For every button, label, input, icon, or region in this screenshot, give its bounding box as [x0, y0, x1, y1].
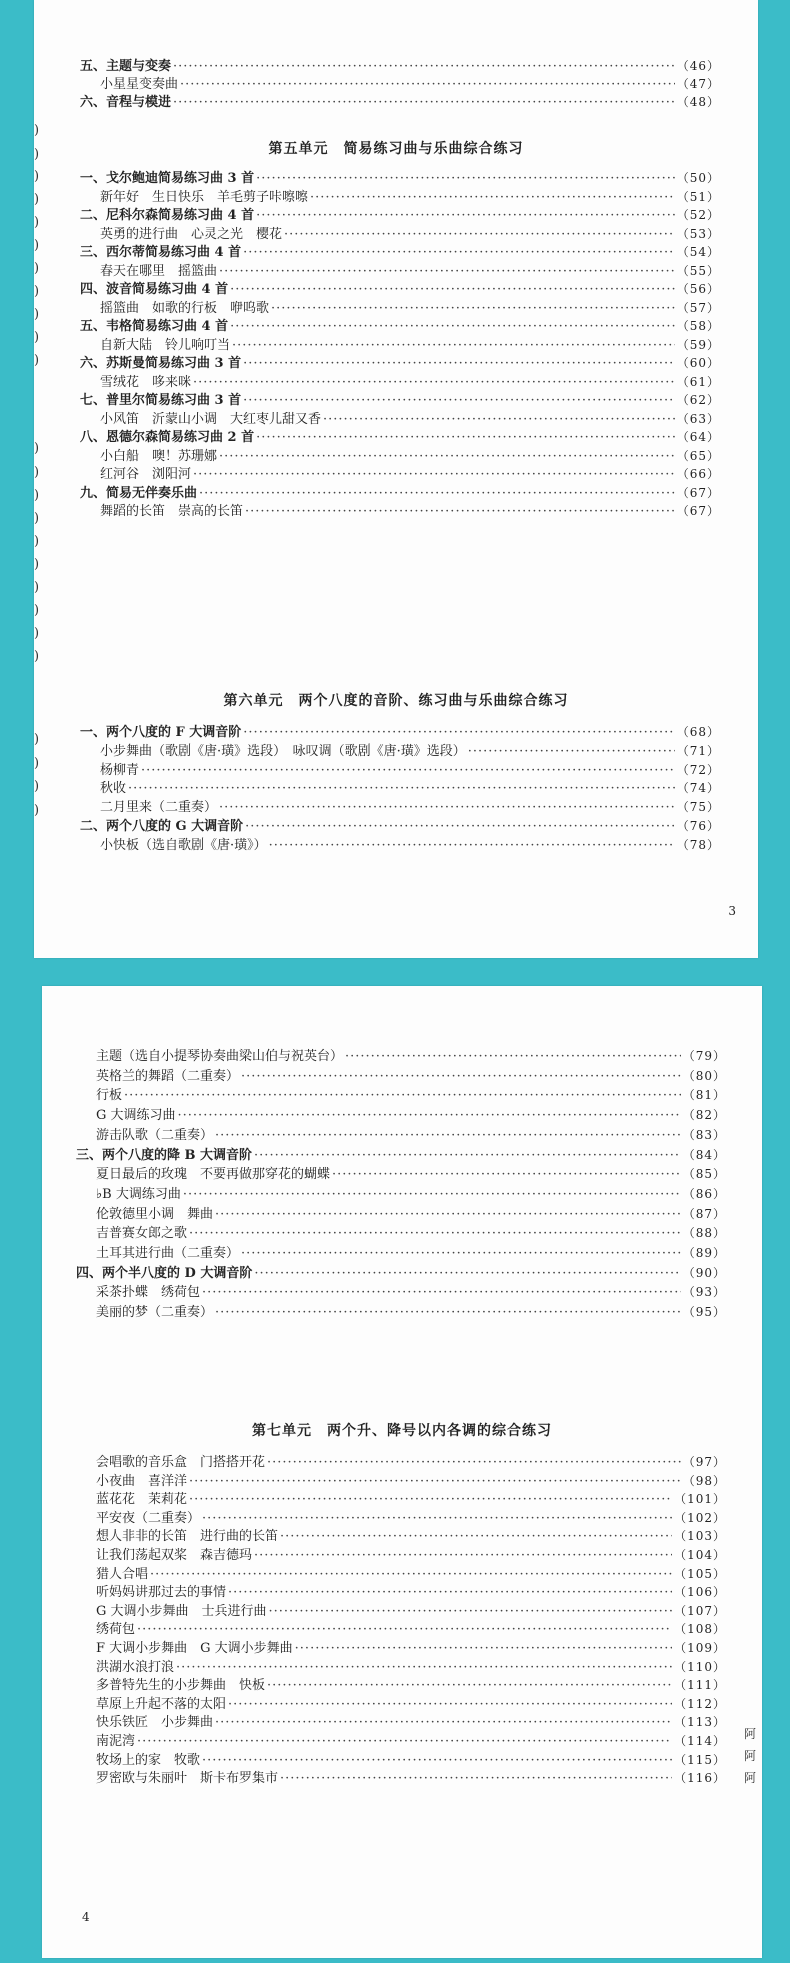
toc-entry-title: 三、西尔蒂简易练习曲 4 首	[80, 245, 242, 260]
toc-entry	[80, 205, 720, 225]
toc-entry	[100, 372, 720, 392]
toc-entry-title: 五、韦格简易练习曲 4 首	[80, 319, 229, 334]
toc-entry-title: 四、波音简易练习曲 4 首	[80, 282, 229, 297]
dot-leader	[254, 1264, 680, 1284]
toc-entry	[96, 1066, 726, 1086]
toc-entry-page: （84）	[682, 1147, 726, 1162]
toc-entry-title: 主题（选自小提琴协奏曲梁山伯与祝英台）	[96, 1049, 344, 1064]
edge-mark: )	[34, 284, 40, 299]
toc-entry-title: 五、主题与变奏	[80, 59, 172, 74]
toc-entry-title: 雪绒花 哆来咪	[100, 374, 192, 390]
toc-entry-page: （46）	[676, 59, 720, 73]
toc-entry-page: （83）	[682, 1127, 726, 1142]
toc-entry	[96, 1731, 726, 1751]
toc-entry-page: （106）	[674, 1585, 726, 1600]
toc-entry-page: （104）	[674, 1548, 726, 1562]
toc-entry	[80, 353, 720, 373]
toc-entry-title: 杨柳青	[100, 762, 140, 778]
toc-entry-page: （86）	[682, 1186, 726, 1201]
toc-entry-page: （108）	[674, 1622, 726, 1637]
toc-entry-page: （95）	[682, 1305, 726, 1320]
toc-entry-page: （103）	[674, 1529, 726, 1544]
unit-5-heading: 第五单元 简易练习曲与乐曲综合练习	[268, 141, 524, 157]
edge-mark: )	[34, 123, 40, 138]
toc-entry	[80, 242, 720, 262]
toc-entry-title: F 大调小步舞曲 G 大调小步舞曲	[96, 1641, 293, 1656]
toc-entry-page: （57）	[676, 300, 720, 315]
edge-mark: 阿	[743, 1771, 756, 1785]
toc-entry-title: 春天在哪里 摇篮曲	[100, 263, 218, 279]
toc-entry-page: （48）	[676, 95, 720, 109]
dot-leader	[332, 1165, 681, 1185]
toc-entry-page: （53）	[676, 226, 720, 241]
edge-mark: )	[34, 169, 40, 184]
toc-entry-page: （68）	[676, 725, 720, 739]
toc-entry-title: 蓝花花 茉莉花	[96, 1492, 188, 1508]
dot-leader	[254, 1146, 681, 1166]
toc-entry-title: 听妈妈讲那过去的事情	[96, 1585, 227, 1601]
toc-entry	[96, 1452, 726, 1472]
toc-entry-title: 二、两个八度的 G 大调音阶	[80, 819, 244, 834]
dot-leader	[241, 1067, 681, 1087]
toc-entry	[96, 1125, 726, 1145]
edge-mark: )	[34, 580, 40, 595]
toc-entry-page: （89）	[682, 1246, 726, 1260]
toc-entry	[96, 1282, 726, 1302]
toc-entry-page: （111）	[674, 1678, 726, 1693]
edge-mark: )	[34, 779, 40, 794]
toc-entry-title: 洪湖水浪打浪	[96, 1659, 175, 1675]
toc-entry	[96, 1545, 726, 1565]
page-number: 4	[82, 1910, 90, 1924]
toc-entry	[96, 1302, 726, 1322]
edge-mark: )	[34, 261, 40, 276]
edge-mark: )	[34, 557, 40, 572]
toc-entry-title: 小白船 噢！苏珊娜	[100, 448, 218, 464]
toc-entry-page: （67）	[676, 485, 720, 500]
dot-leader	[215, 1126, 681, 1146]
toc-entry	[76, 1263, 726, 1283]
toc-entry-title: 九、简易无伴奏乐曲	[80, 485, 198, 501]
toc-entry-page: （93）	[682, 1285, 726, 1300]
toc-entry	[100, 741, 720, 761]
edge-mark: )	[34, 215, 40, 230]
dot-leader	[183, 1185, 681, 1205]
toc-entry-title: 小步舞曲（歌剧《唐·璜》选段） 咏叹调（歌剧《唐·璜》选段）	[100, 743, 466, 759]
toc-entry	[100, 760, 720, 780]
toc-entry-page: （50）	[676, 171, 720, 185]
toc-entry-title: 六、音程与模进	[80, 95, 172, 110]
toc-entry-page: （81）	[682, 1088, 726, 1103]
toc-entry	[96, 1526, 726, 1546]
toc-entry-title: 英格兰的舞蹈（二重奏）	[96, 1068, 240, 1084]
toc-entry	[100, 835, 720, 855]
toc-entry-title: 三、两个八度的降 B 大调音阶	[76, 1147, 253, 1163]
edge-mark: )	[34, 192, 40, 207]
toc-entry	[80, 722, 720, 742]
toc-entry-title: 二月里来（二重奏）	[100, 800, 218, 816]
toc-entry-title: 小星星变奏曲	[100, 77, 179, 92]
toc-entry-title: 伦敦德里小调 舞曲	[96, 1206, 214, 1222]
toc-entry-page: （90）	[682, 1265, 726, 1280]
toc-entry	[96, 1694, 726, 1714]
toc-entry-page: （58）	[676, 319, 720, 333]
toc-entry-page: （64）	[676, 430, 720, 444]
toc-entry-title: 多普特先生的小步舞曲 快板	[96, 1678, 266, 1694]
toc-entry-title: 让我们荡起双桨 森吉德玛	[96, 1548, 253, 1563]
dot-leader	[178, 1106, 681, 1126]
toc-entry-page: （115）	[674, 1752, 726, 1767]
unit-6-heading: 第六单元 两个八度的音阶、练习曲与乐曲综合练习	[223, 693, 569, 709]
toc-entry	[100, 446, 720, 466]
toc-entry	[80, 816, 720, 836]
toc-entry-page: （79）	[682, 1049, 726, 1063]
toc-entry-title: 南泥湾	[96, 1734, 136, 1749]
toc-entry	[100, 409, 720, 429]
edge-mark: )	[34, 649, 40, 664]
toc-entry-title: 自新大陆 铃儿响叮当	[100, 337, 231, 353]
edge-mark: )	[34, 330, 40, 345]
toc-entry-page: （101）	[674, 1492, 726, 1507]
toc-entry-title: 七、普里尔简易练习曲 3 首	[80, 393, 242, 408]
toc-entry	[96, 1046, 726, 1066]
toc-entry	[96, 1184, 726, 1204]
dot-leader	[202, 1283, 681, 1303]
dot-leader	[215, 1205, 681, 1225]
toc-entry	[80, 390, 720, 410]
dot-leader	[345, 1047, 681, 1067]
toc-entry-title: 四、两个半八度的 D 大调音阶	[76, 1265, 253, 1281]
toc-entry	[100, 74, 720, 94]
toc-list	[42, 986, 762, 1958]
toc-entry-page: （61）	[676, 374, 720, 389]
edge-mark: )	[34, 756, 40, 771]
toc-entry	[96, 1601, 726, 1621]
edge-mark: )	[34, 147, 40, 162]
toc-entry-page: （105）	[674, 1566, 726, 1581]
dot-leader	[215, 1303, 681, 1323]
toc-entry	[96, 1223, 726, 1243]
toc-entry-page: （59）	[676, 337, 720, 352]
toc-entry	[96, 1471, 726, 1491]
toc-entry-title: 会唱歌的音乐盒 门搭搭开花	[96, 1455, 266, 1470]
dot-leader	[124, 1086, 681, 1106]
toc-entry	[100, 501, 720, 521]
toc-entry-page: （102）	[674, 1510, 726, 1525]
toc-entry-title: 二、尼科尔森简易练习曲 4 首	[80, 208, 255, 223]
toc-page-3	[34, 0, 758, 958]
toc-entry-title: 小快板（选自歌剧《唐·璜》）	[100, 837, 267, 853]
dot-leader	[245, 502, 675, 522]
toc-entry-page: （113）	[674, 1715, 726, 1730]
toc-entry-page: （98）	[682, 1473, 726, 1488]
toc-entry-title: 秋收	[100, 781, 127, 797]
toc-entry-title: 一、戈尔鲍迪简易练习曲 3 首	[80, 171, 255, 186]
toc-entry	[100, 298, 720, 318]
toc-entry-title: 舞蹈的长笛 崇高的长笛	[100, 504, 244, 519]
toc-entry-page: （51）	[676, 189, 720, 204]
toc-entry	[100, 464, 720, 484]
toc-entry-page: （107）	[674, 1603, 726, 1618]
toc-entry-title: 快乐铁匠 小步舞曲	[96, 1715, 214, 1731]
edge-mark: 阿	[743, 1749, 756, 1763]
toc-entry	[96, 1164, 726, 1184]
toc-entry-title: 八、恩德尔森简易练习曲 2 首	[80, 430, 255, 445]
toc-entry-page: （52）	[676, 208, 720, 222]
toc-entry-page: （66）	[676, 467, 720, 481]
toc-entry-page: （65）	[676, 448, 720, 463]
edge-mark: )	[34, 511, 40, 526]
toc-entry	[80, 168, 720, 188]
edge-mark: )	[34, 626, 40, 641]
toc-entry-title: G 大调小步舞曲 士兵进行曲	[96, 1603, 267, 1619]
toc-entry	[96, 1508, 726, 1528]
toc-entry	[96, 1768, 726, 1788]
toc-entry-title: 红河谷 浏阳河	[100, 467, 192, 482]
edge-mark: )	[34, 465, 40, 480]
toc-entry-page: （87）	[682, 1206, 726, 1221]
toc-entry-title: 游击队歌（二重奏）	[96, 1127, 214, 1143]
toc-entry	[96, 1582, 726, 1602]
toc-entry-title: 想人非非的长笛 进行曲的长笛	[96, 1529, 279, 1545]
toc-entry-page: （85）	[682, 1167, 726, 1182]
toc-entry	[80, 427, 720, 447]
toc-page-4	[42, 986, 762, 1958]
edge-mark: )	[34, 603, 40, 618]
toc-entry-page: （82）	[682, 1108, 726, 1123]
toc-entry	[96, 1489, 726, 1509]
toc-entry	[80, 279, 720, 299]
toc-entry	[96, 1085, 726, 1105]
toc-entry-page: （78）	[676, 837, 720, 852]
toc-entry-page: （114）	[674, 1734, 726, 1748]
toc-entry	[96, 1712, 726, 1732]
toc-entry-page: （76）	[676, 819, 720, 833]
toc-entry-page: （56）	[676, 282, 720, 296]
dot-leader	[189, 1224, 681, 1244]
toc-entry-page: （55）	[676, 263, 720, 278]
toc-entry-title: 罗密欧与朱丽叶 斯卡布罗集市	[96, 1771, 279, 1787]
page-number: 3	[728, 904, 736, 918]
toc-entry-title: 英勇的进行曲 心灵之光 樱花	[100, 226, 283, 242]
edge-mark: )	[34, 441, 40, 456]
toc-entry-page: （60）	[676, 356, 720, 370]
toc-entry-page: （80）	[682, 1068, 726, 1083]
toc-entry-title: 绣荷包	[96, 1622, 136, 1638]
toc-entry-title: 六、苏斯曼简易练习曲 3 首	[80, 356, 242, 371]
toc-entry-title: 平安夜（二重奏）	[96, 1510, 201, 1526]
toc-entry-page: （109）	[674, 1641, 726, 1655]
edge-mark: )	[34, 307, 40, 322]
toc-entry	[96, 1564, 726, 1584]
toc-entry-title: 牧场上的家 牧歌	[96, 1752, 201, 1768]
toc-entry-page: （47）	[676, 77, 720, 91]
toc-entry-title: 草原上升起不落的太阳	[96, 1696, 227, 1712]
toc-entry-page: （74）	[676, 781, 720, 796]
toc-entry-page: （88）	[682, 1226, 726, 1241]
toc-entry-title: 猎人合唱	[96, 1566, 149, 1582]
toc-entry	[96, 1675, 726, 1695]
toc-entry	[96, 1204, 726, 1224]
toc-entry-page: （75）	[676, 800, 720, 815]
toc-entry-title: 吉普赛女郎之歌	[96, 1226, 188, 1242]
toc-entry-page: （54）	[676, 245, 720, 259]
toc-entry-page: （72）	[676, 762, 720, 777]
edge-mark: )	[34, 353, 40, 368]
toc-entry	[100, 224, 720, 244]
toc-entry	[96, 1638, 726, 1658]
toc-entry-page: （67）	[676, 504, 720, 518]
toc-entry-page: （63）	[676, 411, 720, 426]
toc-entry-title: 一、两个八度的 F 大调音阶	[80, 725, 242, 740]
toc-entry	[100, 335, 720, 355]
toc-entry	[100, 261, 720, 281]
toc-entry	[100, 778, 720, 798]
toc-entry	[80, 483, 720, 503]
toc-entry-page: （116）	[674, 1771, 726, 1786]
toc-entry	[96, 1105, 726, 1125]
toc-entry-title: 行板	[96, 1088, 123, 1104]
dot-leader	[280, 1769, 672, 1789]
edge-mark: )	[34, 534, 40, 549]
edge-mark: 阿	[743, 1727, 756, 1741]
toc-entry	[96, 1243, 726, 1263]
toc-entry	[76, 1145, 726, 1165]
toc-entry	[100, 797, 720, 817]
toc-entry-page: （112）	[674, 1696, 726, 1711]
toc-entry-page: （62）	[676, 393, 720, 407]
dot-leader	[269, 836, 675, 856]
toc-entry-title: 小风笛 沂蒙山小调 大红枣儿甜又香	[100, 411, 322, 427]
toc-entry	[100, 187, 720, 207]
unit-7-heading: 第七单元 两个升、降号以内各调的综合练习	[252, 1423, 552, 1439]
toc-entry-title: 采茶扑蝶 绣荷包	[96, 1285, 201, 1301]
toc-entry	[80, 316, 720, 336]
toc-entry-page: （97）	[682, 1455, 726, 1469]
toc-entry-page: （71）	[676, 743, 720, 758]
dot-leader	[241, 1244, 681, 1264]
toc-entry-title: 新年好 生日快乐 羊毛剪子咔嚓嚓	[100, 189, 309, 205]
toc-entry-title: 土耳其进行曲（二重奏）	[96, 1246, 240, 1261]
toc-entry-title: 美丽的梦（二重奏）	[96, 1305, 214, 1321]
edge-mark: )	[34, 803, 40, 818]
toc-entry-title: 夏日最后的玫瑰 不要再做那穿花的蝴蝶	[96, 1167, 331, 1183]
dot-leader	[173, 93, 675, 113]
toc-entry-title: 摇篮曲 如歌的行板 咿呜歌	[100, 300, 270, 316]
toc-entry	[80, 92, 720, 112]
edge-mark: )	[34, 238, 40, 253]
toc-entry-title: 小夜曲 喜洋洋	[96, 1473, 188, 1489]
toc-entry-title: ♭B 大调练习曲	[96, 1186, 181, 1202]
toc-entry	[96, 1619, 726, 1639]
toc-entry	[96, 1657, 726, 1677]
edge-mark: )	[34, 732, 40, 747]
toc-entry	[96, 1750, 726, 1770]
toc-entry-title: G 大调练习曲	[96, 1108, 176, 1124]
toc-entry	[80, 56, 720, 76]
toc-entry-page: （110）	[674, 1659, 726, 1674]
edge-mark: )	[34, 488, 40, 503]
